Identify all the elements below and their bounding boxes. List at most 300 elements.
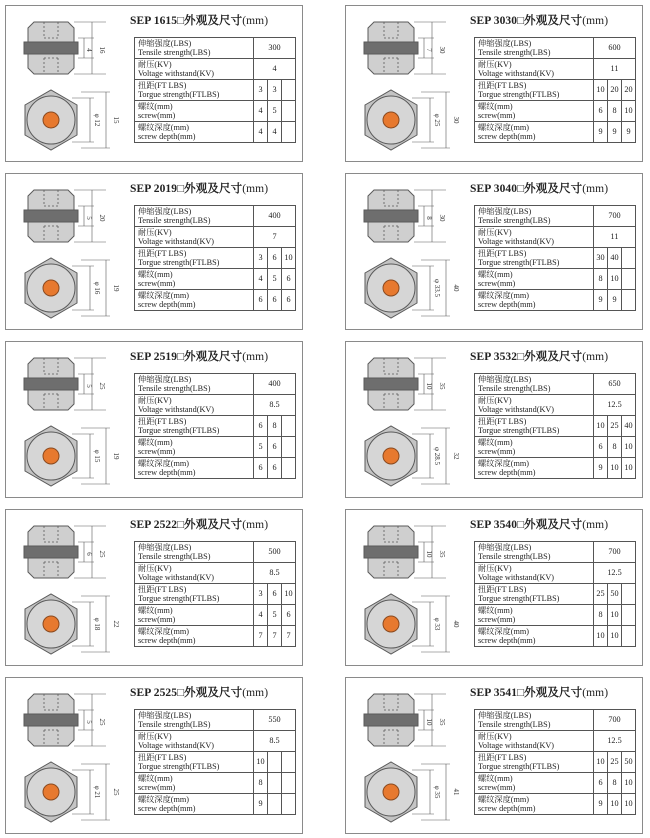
- table-row: [135, 59, 296, 80]
- title-suffix: □外观及尺寸: [517, 351, 583, 363]
- table-row: [475, 248, 636, 269]
- row-label: [135, 227, 254, 248]
- row-label-en: screw depth(mm): [138, 636, 196, 645]
- value-cell: 10: [608, 605, 622, 626]
- insulator-band: [24, 714, 78, 726]
- dim-diameter: φ 21: [93, 785, 101, 799]
- dimension-lines: [412, 764, 450, 820]
- title-suffix: □外观及尺寸: [517, 519, 583, 531]
- dim-diameter: φ 18: [93, 617, 101, 631]
- value-cell: 6: [268, 437, 282, 458]
- row-label-cn: 耐压(KV): [478, 395, 512, 405]
- row-label-en: Tensile strength(LBS): [478, 720, 551, 729]
- row-label: [135, 248, 254, 269]
- value-cell: 8: [254, 773, 268, 794]
- threaded-insert: [43, 616, 59, 632]
- row-label: [475, 773, 594, 794]
- threaded-insert: [43, 112, 59, 128]
- dim-diameter: φ 35: [433, 785, 441, 799]
- row-label-en: Tensile strength(LBS): [138, 552, 211, 561]
- insulator-drawing: [348, 512, 466, 664]
- table-row: [135, 437, 296, 458]
- tensile-value: 500: [254, 542, 296, 563]
- dim-total-height: 35: [438, 382, 446, 390]
- value-cell: 50: [622, 752, 636, 773]
- row-label: [475, 269, 594, 290]
- table-row: [475, 437, 636, 458]
- dim-total-height: 35: [438, 550, 446, 558]
- value-cell: 9: [594, 290, 608, 311]
- row-label-cn: 螺纹(mm): [478, 101, 513, 111]
- value-cell: 10: [622, 458, 636, 479]
- row-label: [135, 710, 254, 731]
- dim-total-height: 35: [438, 718, 446, 726]
- dimension-lines: [412, 260, 450, 316]
- row-label: [135, 416, 254, 437]
- row-label: [475, 731, 594, 752]
- row-label-en: screw(mm): [138, 447, 176, 456]
- row-label-cn: 扭距(FT LBS): [478, 416, 527, 426]
- row-label: [135, 269, 254, 290]
- table-row: [475, 416, 636, 437]
- value-cell: 6: [268, 584, 282, 605]
- dim-width: 19: [112, 284, 120, 292]
- row-label: [135, 290, 254, 311]
- table-row: [135, 290, 296, 311]
- value-cell: 6: [594, 101, 608, 122]
- insulator-band: [24, 546, 78, 558]
- title-unit: (mm): [582, 351, 609, 363]
- row-label: [135, 626, 254, 647]
- table-row: [135, 269, 296, 290]
- row-label-cn: 螺纹深度(mm): [478, 458, 529, 468]
- row-label-en: screw(mm): [138, 279, 176, 288]
- voltage-value: 8.5: [254, 563, 296, 584]
- title-unit: (mm): [242, 687, 269, 699]
- tensile-value: 600: [594, 38, 636, 59]
- model-number: SEP 3040: [470, 183, 518, 195]
- table-row: [475, 290, 636, 311]
- row-label-en: Torgue strength(FTLBS): [138, 594, 220, 603]
- table-row: [135, 563, 296, 584]
- product-card: [345, 509, 643, 666]
- row-label: [135, 38, 254, 59]
- row-label-cn: 扭距(FT LBS): [478, 80, 527, 90]
- row-label-cn: 伸缩强度(LBS): [478, 710, 532, 720]
- title-unit: (mm): [582, 519, 609, 531]
- value-cell: 8: [608, 773, 622, 794]
- row-label-cn: 伸缩强度(LBS): [138, 374, 192, 384]
- row-label-cn: 耐压(KV): [138, 227, 172, 237]
- table-row: [475, 206, 636, 227]
- value-cell: 9: [608, 122, 622, 143]
- dim-total-height: 30: [438, 46, 446, 54]
- table-row: [475, 794, 636, 815]
- empty-cell: [622, 269, 636, 290]
- model-number: SEP 2522: [130, 519, 178, 531]
- row-label: [135, 773, 254, 794]
- row-label: [135, 752, 254, 773]
- value-cell: 3: [254, 584, 268, 605]
- insulator-band: [364, 42, 418, 54]
- spec-table: [134, 541, 296, 647]
- empty-cell: [268, 752, 282, 773]
- table-row: [475, 626, 636, 647]
- dimension-lines: [72, 92, 110, 148]
- insulator-drawing: [348, 8, 466, 160]
- value-cell: 9: [594, 458, 608, 479]
- row-label-cn: 螺纹(mm): [138, 269, 173, 279]
- row-label: [475, 38, 594, 59]
- table-row: [135, 542, 296, 563]
- dim-diameter: φ 28.5: [433, 446, 441, 466]
- value-cell: 8: [594, 269, 608, 290]
- row-label-cn: 螺纹深度(mm): [478, 626, 529, 636]
- row-label: [135, 395, 254, 416]
- insulator-band: [24, 378, 78, 390]
- value-cell: 10: [282, 584, 296, 605]
- row-label-cn: 扭距(FT LBS): [138, 416, 187, 426]
- model-number: SEP 1615: [130, 15, 178, 27]
- row-label-cn: 螺纹(mm): [478, 773, 513, 783]
- voltage-value: 11: [594, 59, 636, 80]
- value-cell: 10: [622, 794, 636, 815]
- table-row: [475, 80, 636, 101]
- row-label-en: screw(mm): [478, 111, 516, 120]
- dim-thread-height: 5: [85, 384, 93, 388]
- row-label-en: Voltage withstand(KV): [138, 405, 215, 414]
- row-label-en: Tensile strength(LBS): [478, 48, 551, 57]
- table-row: [475, 710, 636, 731]
- row-label: [475, 437, 594, 458]
- dim-width: 32: [452, 452, 460, 460]
- table-row: [475, 59, 636, 80]
- row-label-cn: 扭距(FT LBS): [478, 584, 527, 594]
- row-label-cn: 耐压(KV): [478, 563, 512, 573]
- table-row: [135, 374, 296, 395]
- row-label: [135, 605, 254, 626]
- value-cell: 10: [622, 101, 636, 122]
- spec-table: [134, 373, 296, 479]
- card-title: [470, 180, 640, 196]
- dim-thread-height: 6: [85, 552, 93, 556]
- row-label-cn: 伸缩强度(LBS): [138, 38, 192, 48]
- row-label-en: Torgue strength(FTLBS): [478, 426, 560, 435]
- voltage-value: 12.5: [594, 731, 636, 752]
- row-label-cn: 耐压(KV): [138, 731, 172, 741]
- row-label-cn: 耐压(KV): [478, 731, 512, 741]
- dim-diameter: φ 33.5: [433, 278, 441, 298]
- table-row: [475, 752, 636, 773]
- value-cell: 6: [594, 437, 608, 458]
- value-cell: 8: [268, 416, 282, 437]
- row-label-cn: 耐压(KV): [138, 395, 172, 405]
- dim-thread-height: 10: [425, 550, 433, 558]
- value-cell: 6: [254, 458, 268, 479]
- value-cell: 6: [594, 773, 608, 794]
- row-label-cn: 螺纹(mm): [138, 605, 173, 615]
- value-cell: 10: [594, 752, 608, 773]
- row-label-en: Torgue strength(FTLBS): [478, 762, 560, 771]
- threaded-insert: [383, 448, 399, 464]
- model-number: SEP 3540: [470, 519, 518, 531]
- spec-table: [134, 37, 296, 143]
- title-suffix: □外观及尺寸: [517, 15, 583, 27]
- value-cell: 10: [608, 794, 622, 815]
- value-cell: 10: [608, 626, 622, 647]
- value-cell: 40: [622, 416, 636, 437]
- row-label-en: screw depth(mm): [478, 132, 536, 141]
- row-label: [135, 584, 254, 605]
- empty-cell: [282, 416, 296, 437]
- row-label-en: Voltage withstand(KV): [478, 573, 555, 582]
- spec-table: [134, 205, 296, 311]
- empty-cell: [282, 122, 296, 143]
- title-unit: (mm): [582, 15, 609, 27]
- row-label: [475, 395, 594, 416]
- row-label-cn: 扭距(FT LBS): [138, 248, 187, 258]
- empty-cell: [282, 458, 296, 479]
- value-cell: 10: [594, 80, 608, 101]
- value-cell: 25: [608, 752, 622, 773]
- row-label-en: Torgue strength(FTLBS): [138, 90, 220, 99]
- value-cell: 25: [608, 416, 622, 437]
- table-row: [135, 731, 296, 752]
- dim-width: 30: [452, 116, 460, 124]
- row-label-en: screw(mm): [478, 615, 516, 624]
- row-label: [135, 542, 254, 563]
- card-title: [130, 516, 300, 532]
- row-label-en: Torgue strength(FTLBS): [478, 90, 560, 99]
- value-cell: 6: [282, 605, 296, 626]
- value-cell: 10: [622, 437, 636, 458]
- empty-cell: [282, 752, 296, 773]
- model-number: SEP 2519: [130, 351, 178, 363]
- dimension-lines: [72, 764, 110, 820]
- row-label-cn: 螺纹深度(mm): [138, 458, 189, 468]
- insulator-drawing: [348, 680, 466, 832]
- table-row: [475, 38, 636, 59]
- row-label: [475, 710, 594, 731]
- row-label-en: Tensile strength(LBS): [138, 720, 211, 729]
- row-label: [135, 206, 254, 227]
- value-cell: 50: [608, 584, 622, 605]
- dimension-lines: [72, 428, 110, 484]
- dim-thread-height: 5: [85, 720, 93, 724]
- value-cell: 10: [282, 248, 296, 269]
- empty-cell: [282, 80, 296, 101]
- row-label: [475, 122, 594, 143]
- tensile-value: 300: [254, 38, 296, 59]
- dimension-lines: [412, 596, 450, 652]
- tensile-value: 550: [254, 710, 296, 731]
- row-label-en: screw depth(mm): [478, 636, 536, 645]
- table-row: [135, 122, 296, 143]
- voltage-value: 7: [254, 227, 296, 248]
- row-label: [135, 437, 254, 458]
- table-row: [475, 584, 636, 605]
- table-row: [135, 794, 296, 815]
- row-label: [135, 731, 254, 752]
- row-label-en: Voltage withstand(KV): [138, 237, 215, 246]
- value-cell: 10: [594, 416, 608, 437]
- row-label: [135, 122, 254, 143]
- row-label: [475, 626, 594, 647]
- row-label-en: screw depth(mm): [138, 468, 196, 477]
- card-title: [470, 12, 640, 28]
- threaded-insert: [43, 448, 59, 464]
- table-row: [475, 731, 636, 752]
- insulator-band: [364, 714, 418, 726]
- row-label-cn: 螺纹深度(mm): [478, 290, 529, 300]
- card-title: [470, 516, 640, 532]
- value-cell: 9: [608, 290, 622, 311]
- row-label-en: Voltage withstand(KV): [478, 69, 555, 78]
- row-label: [475, 206, 594, 227]
- empty-cell: [282, 773, 296, 794]
- dim-thread-height: 5: [85, 216, 93, 220]
- row-label-en: screw(mm): [138, 615, 176, 624]
- value-cell: 6: [254, 416, 268, 437]
- insulator-svg: [348, 680, 466, 832]
- title-suffix: □外观及尺寸: [517, 687, 583, 699]
- table-row: [135, 416, 296, 437]
- value-cell: 9: [594, 122, 608, 143]
- voltage-value: 8.5: [254, 395, 296, 416]
- row-label: [475, 227, 594, 248]
- row-label: [475, 542, 594, 563]
- value-cell: 40: [608, 248, 622, 269]
- spec-table: [474, 709, 636, 815]
- tensile-value: 700: [594, 542, 636, 563]
- dim-total-height: 16: [98, 46, 106, 54]
- table-row: [135, 752, 296, 773]
- value-cell: 8: [594, 605, 608, 626]
- dimension-lines: [412, 92, 450, 148]
- model-number: SEP 3532: [470, 351, 518, 363]
- insulator-drawing: [8, 680, 126, 832]
- row-label-cn: 螺纹深度(mm): [478, 122, 529, 132]
- table-row: [135, 38, 296, 59]
- insulator-drawing: [8, 8, 126, 160]
- empty-cell: [282, 101, 296, 122]
- insulator-svg: [348, 8, 466, 160]
- value-cell: 8: [608, 437, 622, 458]
- model-number: SEP 3541: [470, 687, 518, 699]
- row-label: [135, 563, 254, 584]
- row-label: [475, 416, 594, 437]
- dim-total-height: 30: [438, 214, 446, 222]
- model-number: SEP 2019: [130, 183, 178, 195]
- value-cell: 7: [268, 626, 282, 647]
- insulator-svg: [8, 680, 126, 832]
- row-label-en: screw depth(mm): [138, 804, 196, 813]
- row-label: [475, 290, 594, 311]
- table-row: [135, 605, 296, 626]
- row-label: [475, 101, 594, 122]
- tensile-value: 400: [254, 206, 296, 227]
- row-label-en: screw(mm): [478, 447, 516, 456]
- insulator-drawing: [348, 344, 466, 496]
- row-label-cn: 扭距(FT LBS): [478, 752, 527, 762]
- title-suffix: □外观及尺寸: [177, 183, 243, 195]
- table-row: [475, 563, 636, 584]
- empty-cell: [268, 794, 282, 815]
- value-cell: 4: [254, 269, 268, 290]
- row-label-cn: 耐压(KV): [478, 59, 512, 69]
- row-label-en: Voltage withstand(KV): [138, 573, 215, 582]
- row-label-cn: 扭距(FT LBS): [138, 752, 187, 762]
- dim-thread-height: 10: [425, 382, 433, 390]
- dim-diameter: φ 25: [433, 113, 441, 127]
- insulator-svg: [8, 344, 126, 496]
- dim-width: 15: [112, 116, 120, 124]
- row-label-en: Voltage withstand(KV): [138, 69, 215, 78]
- dim-diameter: φ 12: [93, 113, 101, 127]
- row-label-en: Tensile strength(LBS): [138, 384, 211, 393]
- value-cell: 8: [608, 101, 622, 122]
- value-cell: 9: [254, 794, 268, 815]
- insulator-band: [24, 42, 78, 54]
- value-cell: 6: [282, 269, 296, 290]
- insulator-band: [364, 546, 418, 558]
- row-label-cn: 伸缩强度(LBS): [478, 38, 532, 48]
- card-title: [130, 684, 300, 700]
- value-cell: 5: [254, 437, 268, 458]
- title-unit: (mm): [582, 687, 609, 699]
- row-label-cn: 扭距(FT LBS): [138, 80, 187, 90]
- row-label-cn: 螺纹(mm): [138, 437, 173, 447]
- spec-table: [474, 373, 636, 479]
- table-row: [135, 206, 296, 227]
- row-label-cn: 耐压(KV): [478, 227, 512, 237]
- insulator-svg: [348, 344, 466, 496]
- insulator-svg: [348, 512, 466, 664]
- row-label-cn: 扭距(FT LBS): [138, 584, 187, 594]
- title-unit: (mm): [242, 15, 269, 27]
- insulator-drawing: [8, 344, 126, 496]
- row-label-en: Voltage withstand(KV): [478, 405, 555, 414]
- product-card: [5, 173, 303, 330]
- voltage-value: 8.5: [254, 731, 296, 752]
- row-label: [475, 248, 594, 269]
- table-row: [135, 101, 296, 122]
- table-row: [135, 773, 296, 794]
- value-cell: 6: [268, 458, 282, 479]
- value-cell: 5: [268, 605, 282, 626]
- table-row: [475, 269, 636, 290]
- dim-diameter: φ 16: [93, 281, 101, 295]
- card-title: [470, 348, 640, 364]
- tensile-value: 400: [254, 374, 296, 395]
- row-label-en: screw depth(mm): [478, 468, 536, 477]
- dim-total-height: 25: [98, 550, 106, 558]
- empty-cell: [622, 290, 636, 311]
- row-label-en: Tensile strength(LBS): [478, 384, 551, 393]
- card-title: [470, 684, 640, 700]
- product-card: [345, 341, 643, 498]
- value-cell: 4: [254, 605, 268, 626]
- product-card: [5, 5, 303, 162]
- value-cell: 3: [268, 80, 282, 101]
- table-row: [475, 773, 636, 794]
- voltage-value: 11: [594, 227, 636, 248]
- title-suffix: □外观及尺寸: [177, 15, 243, 27]
- title-unit: (mm): [242, 351, 269, 363]
- title-unit: (mm): [242, 183, 269, 195]
- row-label-cn: 伸缩强度(LBS): [478, 374, 532, 384]
- row-label-en: Voltage withstand(KV): [478, 741, 555, 750]
